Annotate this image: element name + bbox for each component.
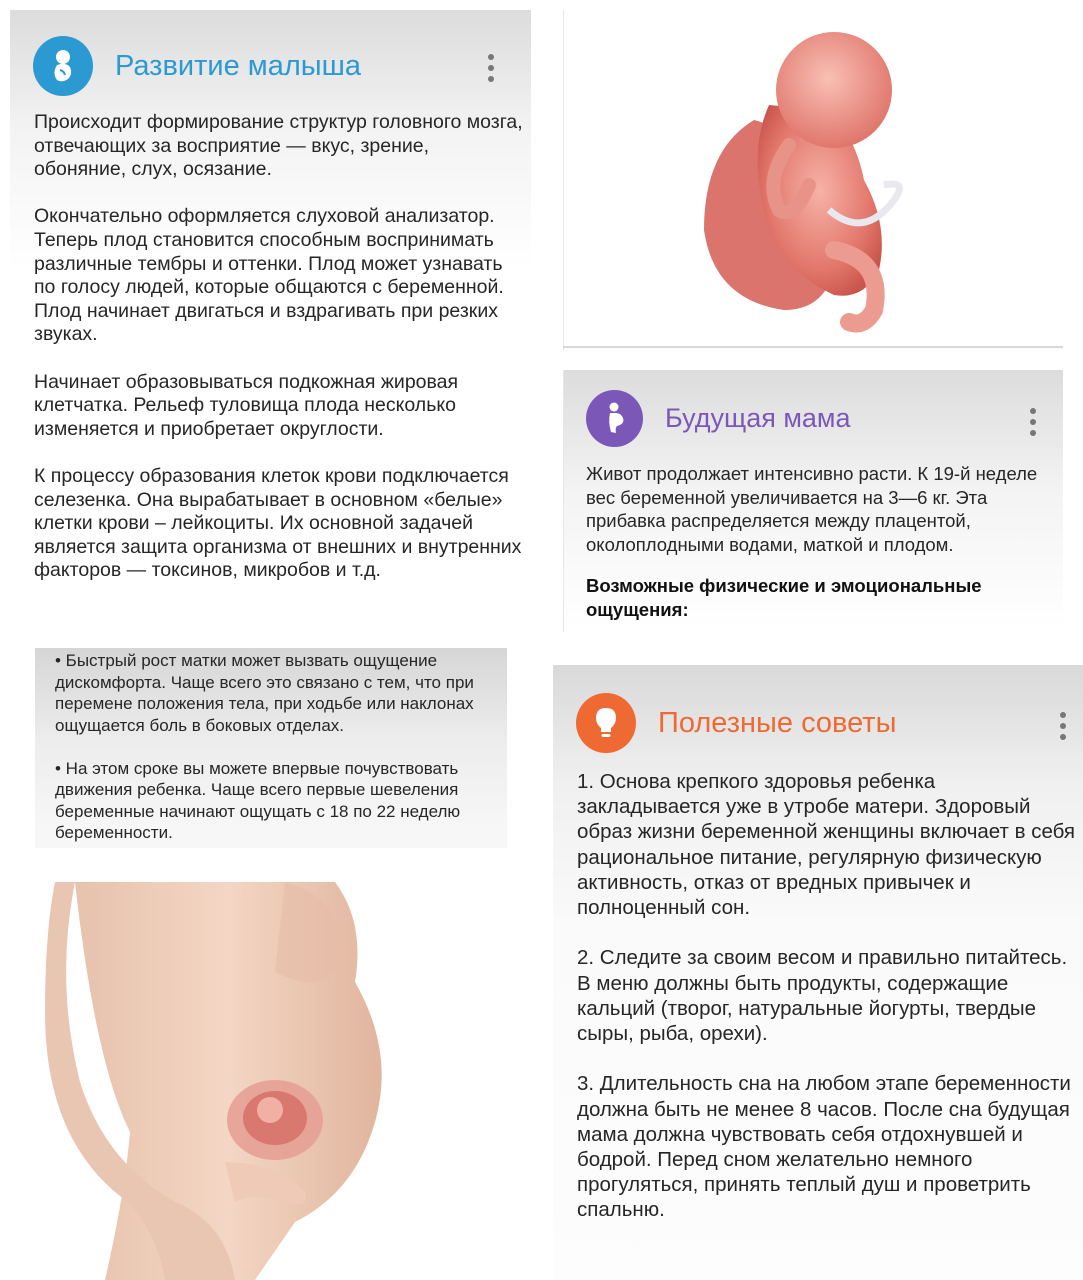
sensation-item: • Быстрый рост матки может вызвать ощущение дискомфорта. Чаще всего это связано с тем, что при перемене положения тела, при ходьбе или наклонах ощущается боль в боковых отделах. (55, 651, 474, 735)
menu-dot (488, 76, 494, 82)
mother-title: Будущая мама (665, 403, 851, 433)
mother-subheading: Возможные физические и эмоциональные ощущения: (586, 574, 982, 620)
pregnant-woman-icon (586, 390, 643, 447)
mother-header (586, 390, 851, 447)
development-paragraph: Происходит формирование структур головного мозга, отвечающих за восприятие — вкус, зрение, обоняние, слух, осязание. (34, 111, 523, 181)
mother-card (563, 370, 1063, 632)
development-paragraph: Начинает образовываться подкожная жировая клетчатка. Рельеф туловища плода несколько изменяется и приобретает округлости. (34, 370, 459, 440)
baby-icon (33, 36, 93, 96)
menu-dot (1060, 734, 1066, 740)
menu-dot (488, 65, 494, 71)
fetus-image-panel (563, 10, 1063, 350)
tips-text (577, 769, 1077, 1223)
tips-menu-button[interactable] (1053, 712, 1073, 740)
development-text (34, 111, 524, 583)
sensation-item: • На этом сроке вы можете впервые почувствовать движения ребенка. Чаще всего первые шевеления беременные начинают ощущать с 18 по 22 неделю беременности. (55, 758, 461, 842)
menu-dot (1030, 408, 1036, 414)
lightbulb-icon (576, 693, 636, 753)
tips-title: Полезные советы (658, 706, 897, 739)
development-title: Развитие малыша (115, 49, 361, 82)
mother-menu-button[interactable] (1023, 408, 1043, 436)
mother-text (586, 462, 1058, 622)
menu-dot (488, 54, 494, 60)
pregnant-woman-image-panel (35, 862, 507, 1280)
fetus-illustration (564, 10, 1063, 350)
menu-dot (1060, 712, 1066, 718)
tips-card (553, 665, 1083, 1280)
divider (563, 346, 1063, 348)
development-card (10, 10, 531, 630)
menu-dot (1030, 419, 1036, 425)
mother-paragraph: Живот продолжает интенсивно расти. К 19-й неделе вес беременной увеличивается на 3—6 кг. Эта прибавка распределяется между плацентой, околоплодными водами, маткой и плодом. (586, 463, 1038, 555)
menu-dot (1060, 723, 1066, 729)
menu-dot (1030, 430, 1036, 436)
tip-paragraph: 3. Длительность сна на любом этапе беременности должна быть не менее 8 часов. После сна будущая мама должна чувствовать себя отдохнувшей и бодрой. Перед сном желательно немного прогуляться, принять теплый душ и проветрить спальню. (577, 1072, 1071, 1222)
sensations-text (55, 650, 501, 848)
tip-paragraph: 1. Основа крепкого здоровья ребенка закладывается уже в утробе матери. Здоровый образ жизни беременной женщины включает в себя рациональное питание, регулярную физическую активность, отказ от вредных привычек и полноценный сон. (577, 770, 1076, 920)
development-paragraph: К процессу образования клеток крови подключается селезенка. Она вырабатывает в основном «белые» клетки крови – лейкоциты. Их основной задачей является защита организма от внешних и внутренних факторов — токсинов, микробов и т.д. (34, 464, 522, 582)
pregnant-woman-illustration (35, 862, 507, 1280)
development-paragraph: Окончательно оформляется слуховой анализатор. Теперь плод становится способным воспринимать различные тембры и оттенки. Плод может узнавать по голосу людей, которые общаются с беременной. Плод начинает двигаться и вздрагивать при резких звуках. (34, 205, 504, 346)
tip-paragraph: 2. Следите за своим весом и правильно питайтесь. В меню должны быть продукты, содержащие кальций (творог, натуральные йогурты, твердые сыры, рыба, орехи). (577, 946, 1068, 1046)
development-header (33, 36, 361, 96)
sensations-card (35, 648, 507, 848)
development-menu-button[interactable] (481, 54, 501, 82)
tips-header (576, 693, 896, 753)
